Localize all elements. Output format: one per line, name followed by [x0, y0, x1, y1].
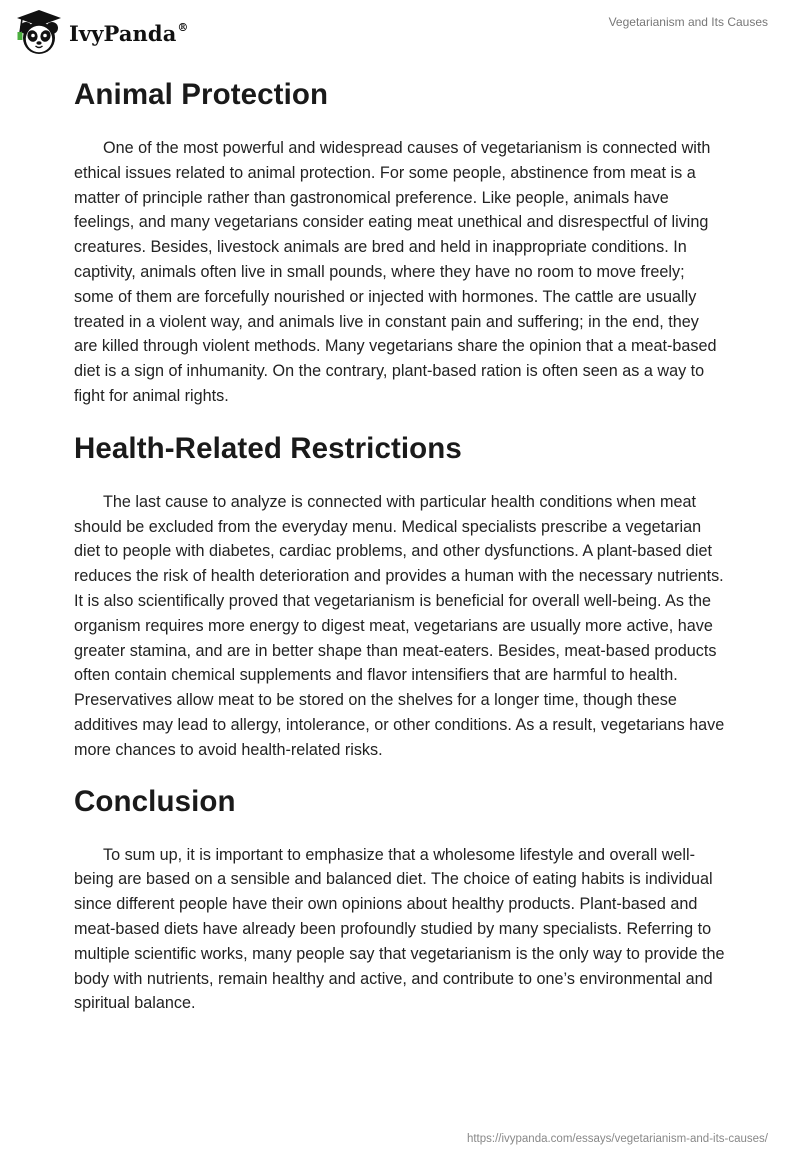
section-heading: Health-Related Restrictions — [74, 431, 462, 465]
section-paragraph: The last cause to analyze is connected with particular health conditions when meat should be excluded from the everyday menu. Medical specialists prescribe a vegetarian diet to people with diabetes, cardiac problems, and other dysfunctions. A plant-based diet reduces the risk of health deterioration and provides a human with the necessary nutrients. It is also scientifically proved that vegetarianism is beneficial for overall well-being. As the organism requires more energy to digest meat, vegetarians are usually more active, have greater stamina, and are in better shape than meat-eaters. Besides, meat-based products often contain chemical supplements and flavor intensifiers that are harmful to health. Preservatives allow meat to be stored on the shelves for a longer time, though these additives may lead to allergy, intolerance, or other conditions. As a result, vegetarians have more chances to avoid health-related risks. — [74, 492, 725, 759]
section-animal-protection — [74, 73, 726, 409]
panda-graduate-icon — [14, 9, 64, 57]
registered-mark: ® — [177, 20, 189, 34]
section-paragraph: One of the most powerful and widespread causes of vegetarianism is connected with ethical issues related to animal protection. For some people, abstinence from meat is a matter of principle rather than gastronomical preference. Like people, animals have feelings, and many vegetarians consider eating meat unethical and disrespectful of living creatures. Besides, livestock animals are bred and held in inappropriate conditions. In captivity, animals often live in small pounds, where they have no room to move freely; some of them are forcefully nourished or injected with hormones. The cattle are usually treated in a violent way, and animals live in constant pain and suffering; in the end, they are killed through violent methods. Many vegetarians share the opinion that a meat-based diet is a sign of inhumanity. On the contrary, plant-based ration is often seen as a way to fight for animal rights. — [74, 139, 717, 405]
section-paragraph: To sum up, it is important to emphasize that a wholesome lifestyle and overall well-being are based on a sensible and balanced diet. The choice of eating habits is individual since different people have their own opinions about healthy products. Plant-based and meat-based diets have already been profoundly studied by many specialists. Referring to multiple scientific works, many people say that vegetarianism is the only way to provide the body with nutrients, remain healthy and active, and contribute to one’s environmental and spiritual balance. — [74, 845, 725, 1013]
essay-content — [74, 70, 726, 1016]
source-url[interactable]: https://ivypanda.com/essays/vegetarianism-and-its-causes/ — [466, 1133, 768, 1145]
section-heading: Animal Protection — [74, 78, 329, 111]
section-conclusion — [74, 780, 726, 1017]
section-heading: Conclusion — [74, 784, 236, 818]
running-title: Vegetarianism and Its Causes — [608, 15, 768, 29]
section-health-related-restrictions — [74, 427, 726, 763]
brand-name: IvyPanda® — [69, 20, 189, 46]
brand-logo[interactable] — [14, 9, 189, 57]
page-header — [0, 0, 800, 70]
